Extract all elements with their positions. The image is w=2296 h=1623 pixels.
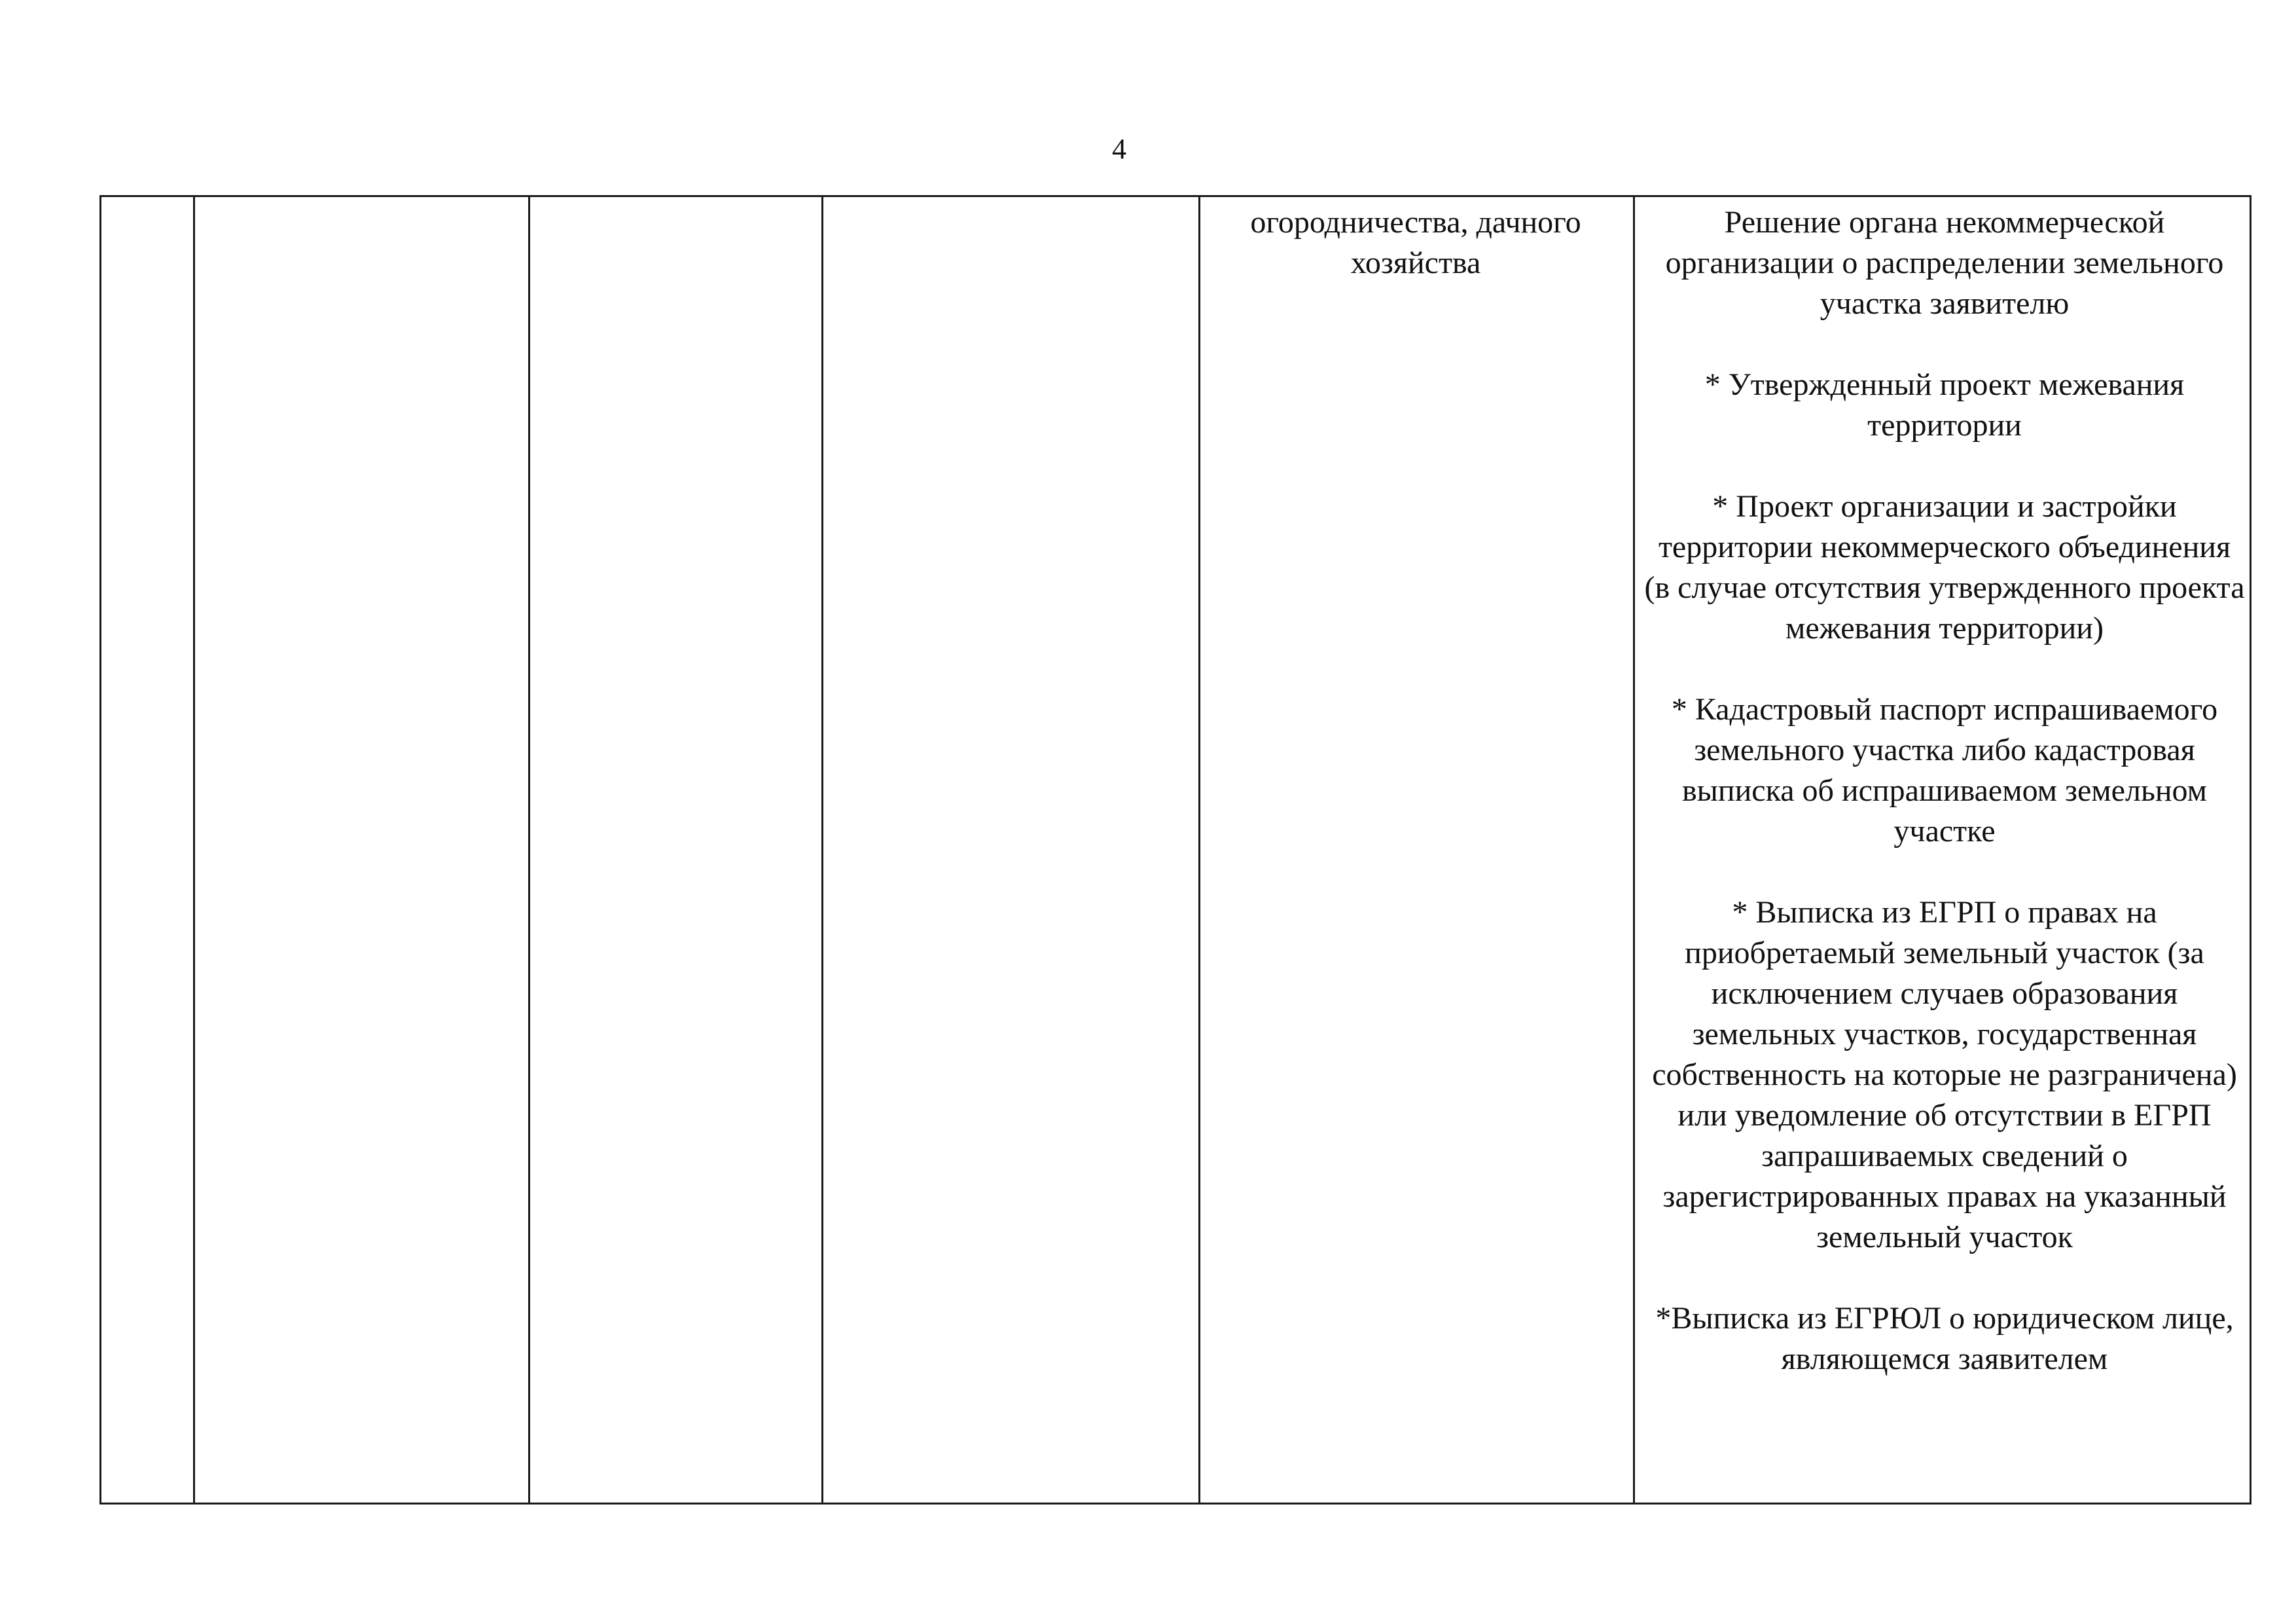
- column-divider: [528, 197, 530, 1503]
- table-cell-documents: [1643, 202, 2246, 1379]
- column-divider: [1198, 197, 1200, 1503]
- document-item: * Кадастровый паспорт испрашиваемого земельного участка либо кадастровая выписка об испрашиваемом земельном участке: [1671, 692, 2218, 848]
- document-item: * Выписка из ЕГРП о правах на приобретаемый земельный участок (за исключением случаев образования земельных участков, государственная собственность на которые не разграничена) или уведомление об отсутствии в ЕГРП запрашиваемых сведений о зарегистрированных правах на указанный земельный участок: [1652, 895, 2237, 1254]
- document-item: * Проект организации и застройки территории некоммерческого объединения (в случае отсутствия утвержденного проекта межевания территории): [1644, 489, 2245, 646]
- document-item: Решение органа некоммерческой организации о распределении земельного участка заявителю: [1665, 205, 2224, 321]
- document-item: * Утвержденный проект межевания территории: [1704, 367, 2185, 443]
- column-divider: [193, 197, 195, 1503]
- page-number: 4: [1112, 133, 1126, 165]
- document-table: [99, 195, 2251, 1504]
- column-divider: [1633, 197, 1635, 1503]
- table-cell-purpose: огородничества, дачного хозяйства: [1250, 205, 1581, 280]
- document-item: *Выписка из ЕГРЮЛ о юридическом лице, являющемся заявителем: [1655, 1301, 2234, 1376]
- column-divider: [821, 197, 823, 1503]
